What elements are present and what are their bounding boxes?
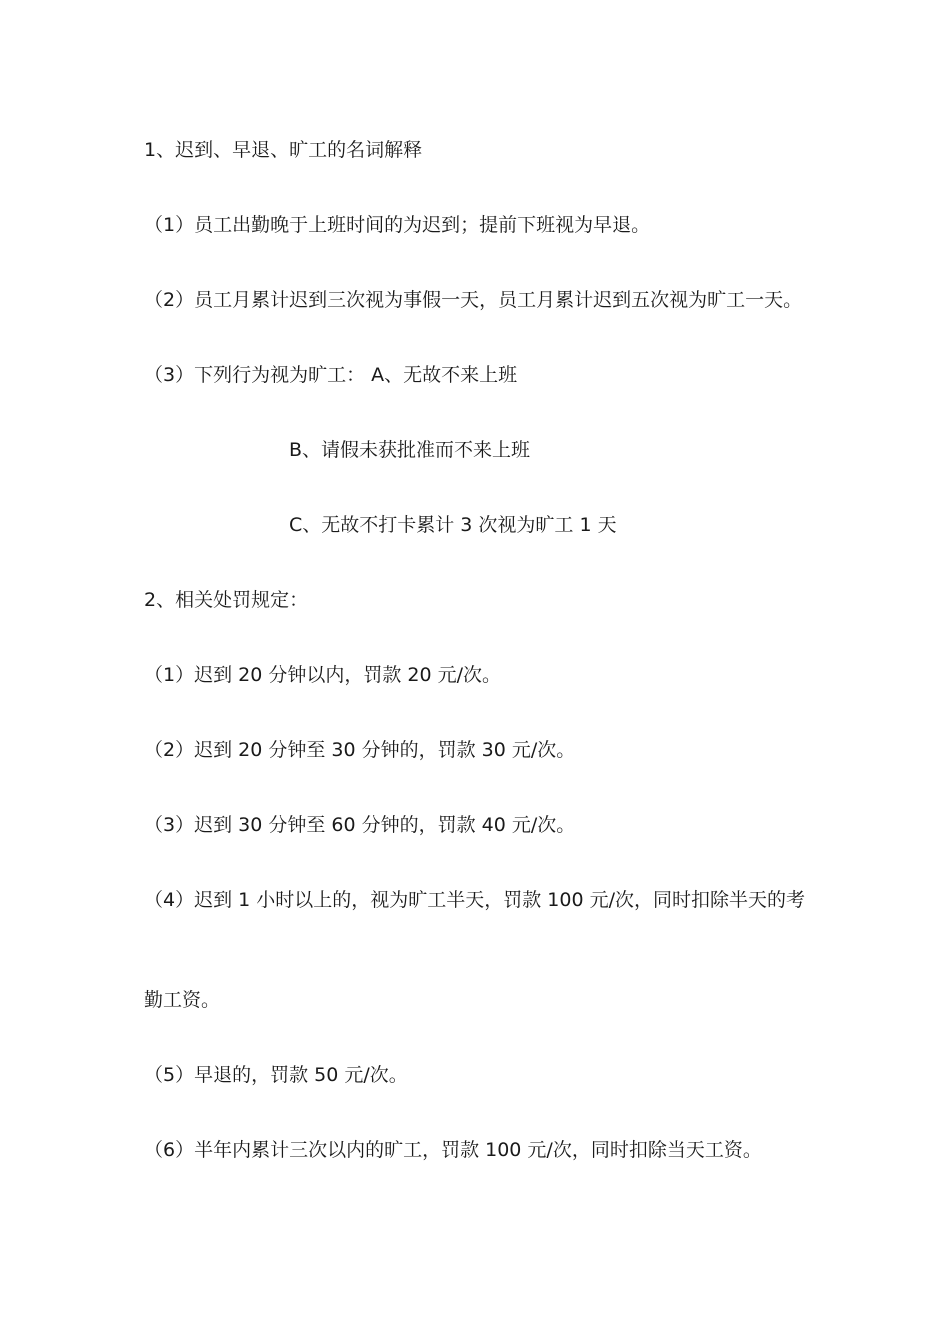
section1-item-3: （3）下列行为视为旷工： A、无故不来上班 (144, 364, 518, 386)
section2-item-1: （1）迟到 20 分钟以内，罚款 20 元/次。 (144, 664, 502, 686)
section2-item-4: （4）迟到 1 小时以上的，视为旷工半天，罚款 100 元/次，同时扣除半天的考 (144, 889, 806, 911)
section1-item-2: （2）员工月累计迟到三次视为事假一天，员工月累计迟到五次视为旷工一天。 (144, 289, 803, 311)
section2-item-5: （5）早退的，罚款 50 元/次。 (144, 1064, 408, 1086)
section2-item-2: （2）迟到 20 分钟至 30 分钟的，罚款 30 元/次。 (144, 739, 576, 761)
section1-heading: 1、迟到、早退、旷工的名词解释 (144, 139, 423, 161)
section2-item-3: （3）迟到 30 分钟至 60 分钟的，罚款 40 元/次。 (144, 814, 576, 836)
section2-heading: 2、相关处罚规定： (144, 589, 309, 611)
section2-item-4-continued: 勤工资。 (144, 989, 221, 1011)
section1-item-1: （1）员工出勤晚于上班时间的为迟到；提前下班视为早退。 (144, 214, 651, 236)
section1-sub-item-b: B、请假未获批准而不来上班 (289, 439, 531, 461)
section2-item-6: （6）半年内累计三次以内的旷工，罚款 100 元/次，同时扣除当天工资。 (144, 1139, 762, 1161)
section1-sub-item-c: C、无故不打卡累计 3 次视为旷工 1 天 (289, 514, 617, 536)
